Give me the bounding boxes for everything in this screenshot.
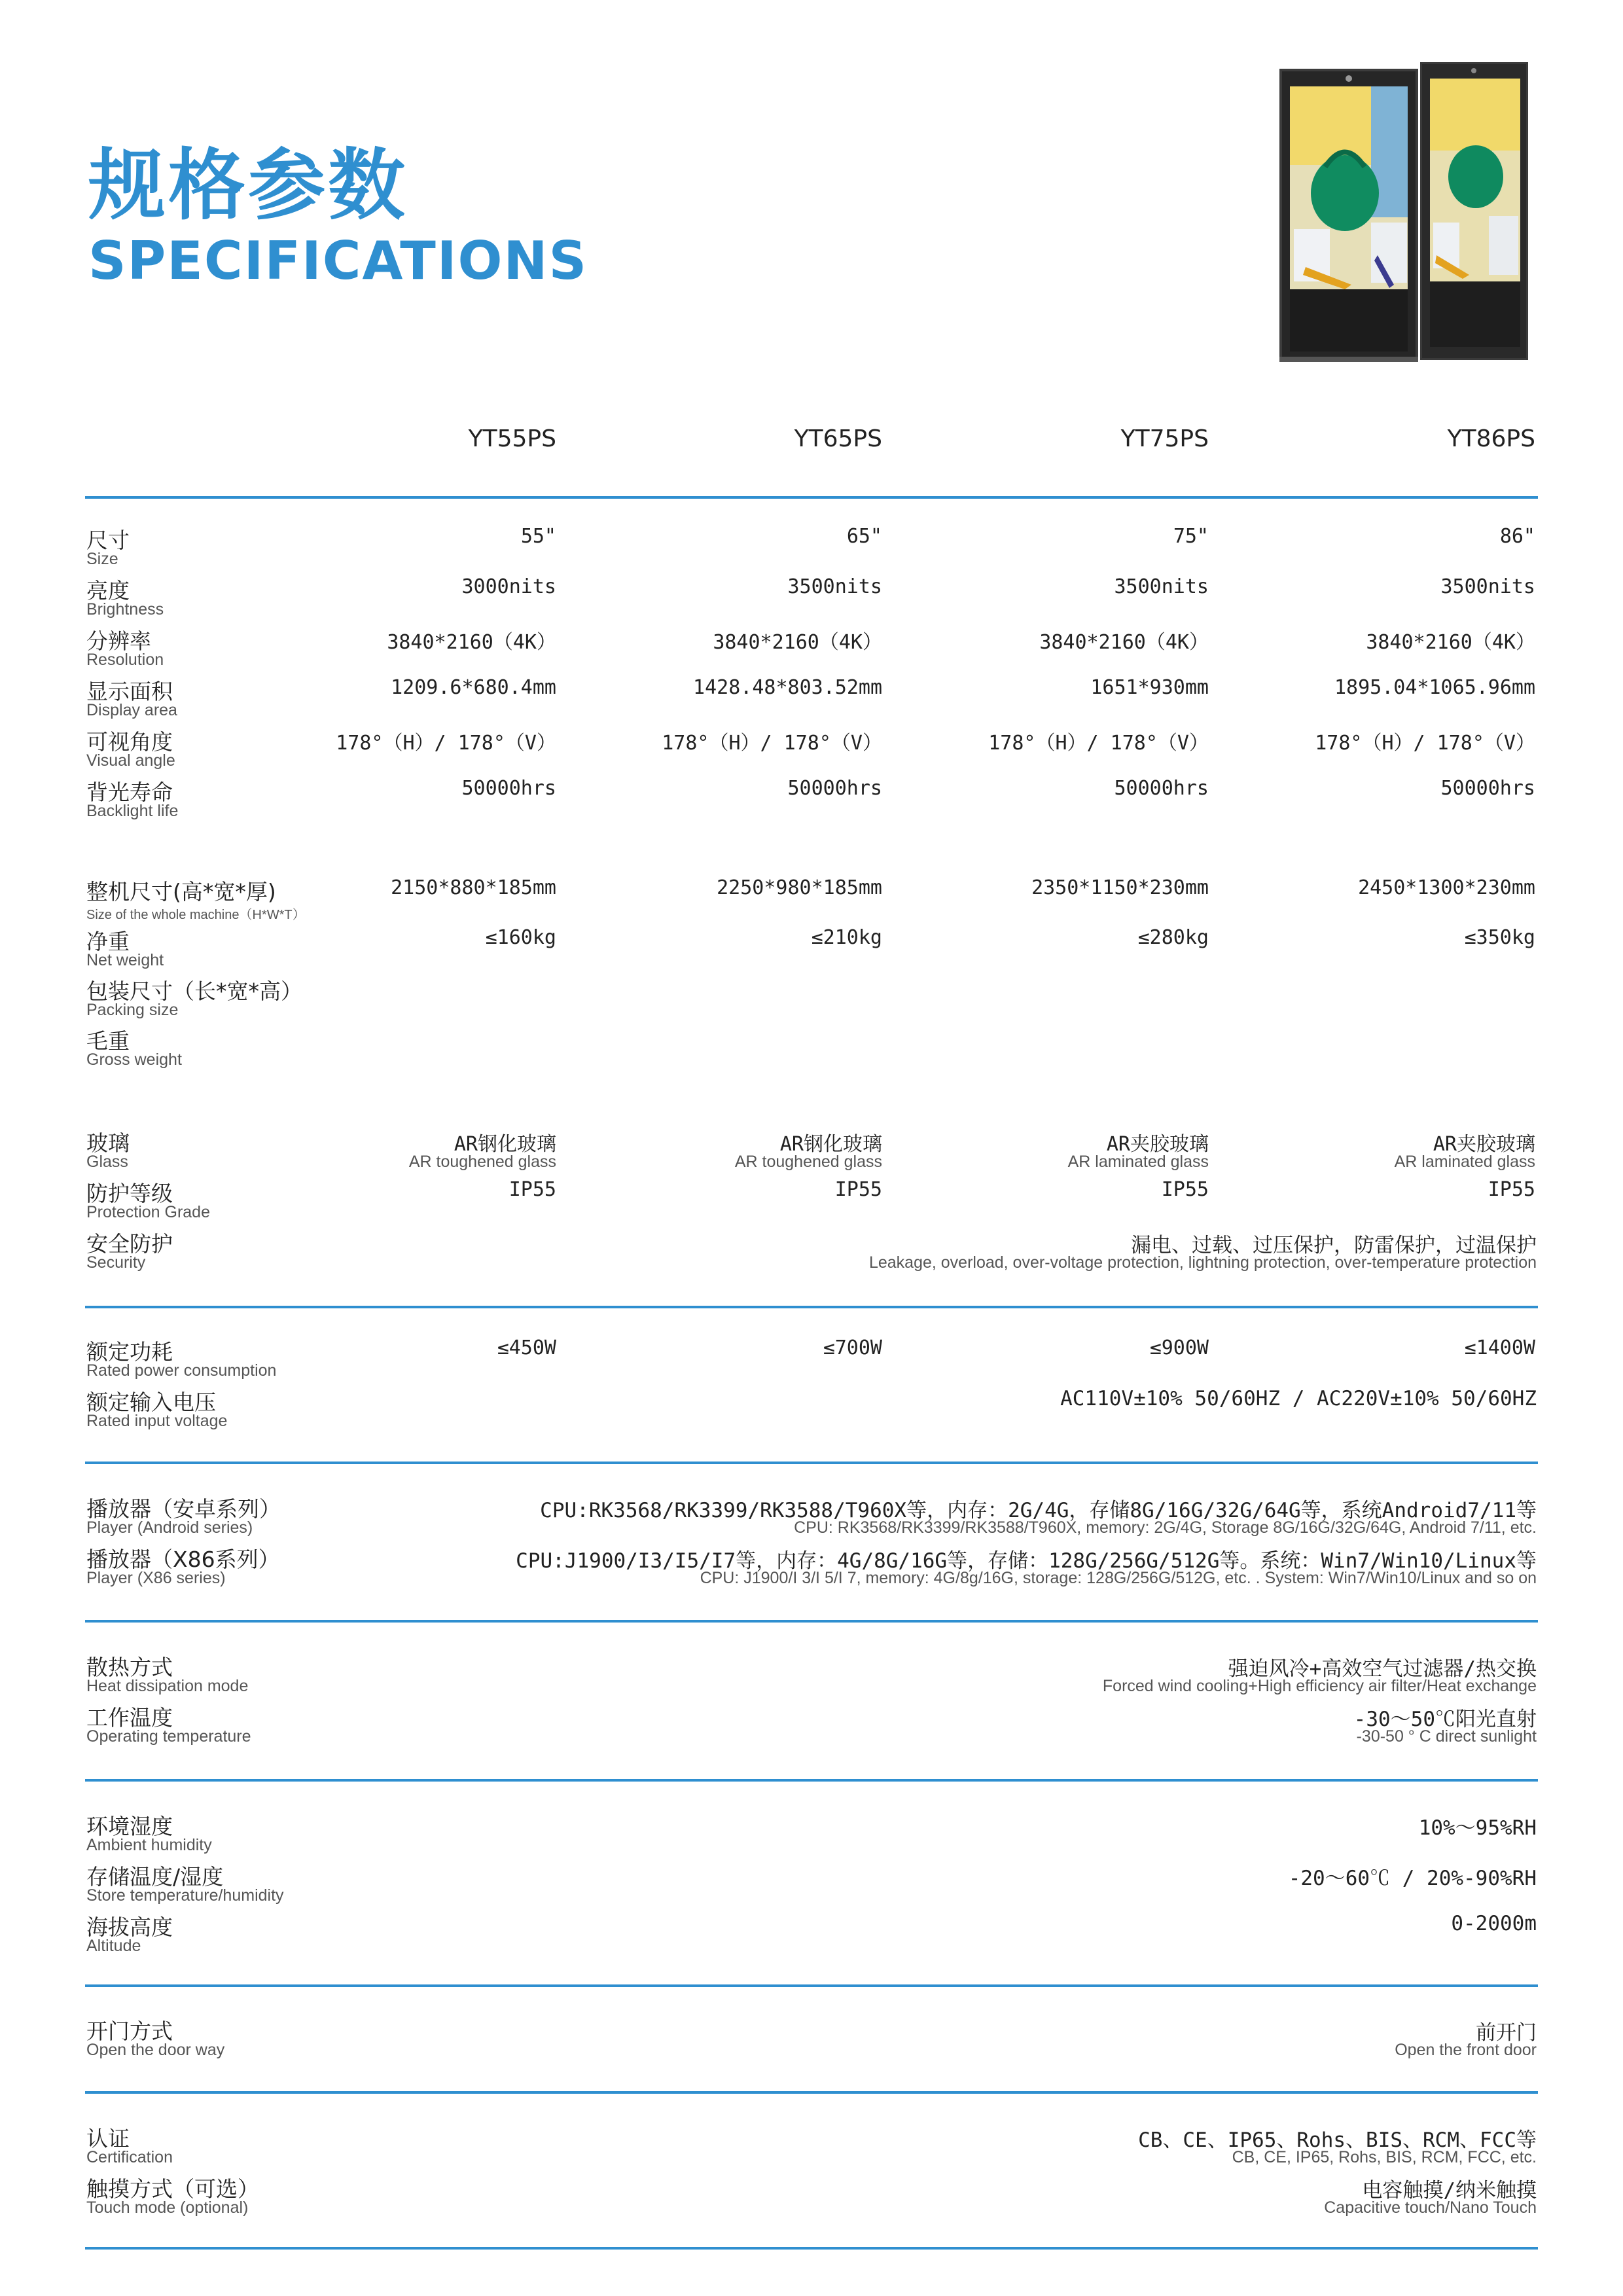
label-cn: 额定输入电压 <box>86 1390 216 1415</box>
label-en: Touch mode (optional) <box>86 2198 249 2217</box>
spec-row-net-weight <box>0 925 1623 971</box>
cert-value-en: CB, CE, IP65, Rohs, BIS, RCM, FCC, etc. <box>1232 2148 1537 2166</box>
label-cn: 播放器（X86系列） <box>86 1547 280 1572</box>
label-en: Rated input voltage <box>86 1412 228 1430</box>
label-cn: 认证 <box>86 2126 130 2151</box>
value-1: IP55 <box>508 1178 556 1201</box>
player-android-value-en: CPU: RK3568/RK3399/RK3588/T960X, memory: 2G/4G, Storage 8G/16G/32G/64G, Android 7/11, etc. <box>794 1518 1537 1537</box>
value-4: AR夹胶玻璃 <box>1433 1133 1535 1156</box>
label-en: Player (Android series) <box>86 1518 253 1537</box>
spec-row-humidity <box>0 1810 1623 1856</box>
label-cn: 尺寸 <box>86 528 130 553</box>
value-2: ≤210kg <box>811 926 882 949</box>
label-cn: 可视角度 <box>86 729 173 755</box>
label-cn: 显示面积 <box>86 679 173 704</box>
value-1: ≤160kg <box>485 926 556 949</box>
value-1: 178°（H）/ 178°（V） <box>336 732 556 755</box>
label-en: Operating temperature <box>86 1727 251 1746</box>
divider <box>85 2091 1538 2094</box>
value-2: 3500nits <box>787 575 882 598</box>
spec-row-visual-angle <box>0 725 1623 771</box>
value-en-3: AR laminated glass <box>1067 1153 1209 1171</box>
model-header-4: YT86PS <box>1447 425 1535 452</box>
label-cn: 毛重 <box>86 1028 130 1054</box>
label-cn: 散热方式 <box>86 1655 173 1680</box>
door-value-en: Open the front door <box>1395 2041 1537 2059</box>
value-2: 3840*2160（4K） <box>713 631 882 654</box>
value-1: 55" <box>520 525 556 548</box>
label-cn: 整机尺寸(高*宽*厚) <box>86 879 276 905</box>
label-cn: 海拔高度 <box>86 1914 173 1940</box>
value-2: 50000hrs <box>787 777 882 800</box>
label-en: Security <box>86 1253 146 1272</box>
value-4: IP55 <box>1488 1178 1535 1201</box>
label-cn: 包装尺寸（长*宽*高） <box>86 978 302 1004</box>
value-4: 3500nits <box>1440 575 1535 598</box>
divider <box>85 1306 1538 1308</box>
value-1: 3840*2160（4K） <box>387 631 556 654</box>
spec-row-backlight <box>0 776 1623 821</box>
player-android-value: CPU:RK3568/RK3399/RK3588/T960X等，内存：2G/4G，存储8G/16G/32G/64G等，系统Android7/11等 <box>540 1499 1537 1522</box>
label-en: Gross weight <box>86 1050 182 1069</box>
heat-value-en: Forced wind cooling+High efficiency air filter/Heat exchange <box>1102 1677 1537 1695</box>
label-en: Rated power consumption <box>86 1361 277 1380</box>
spec-row-power <box>0 1335 1623 1381</box>
cert-value: CB、CE、IP65、Rohs、BIS、RCM、FCC等 <box>1138 2128 1537 2152</box>
label-en: Protection Grade <box>86 1203 210 1221</box>
value-4: 178°（H）/ 178°（V） <box>1315 732 1535 755</box>
model-header-2: YT65PS <box>794 425 882 452</box>
label-cn: 触摸方式（可选） <box>86 2176 259 2202</box>
divider <box>85 1779 1538 1782</box>
value-4: 86" <box>1499 525 1535 548</box>
product-image <box>1279 59 1541 367</box>
label-en: Visual angle <box>86 751 175 770</box>
op-temp-value: -30～50℃阳光直射 <box>1353 1708 1537 1731</box>
value-3: ≤900W <box>1149 1336 1209 1359</box>
value-4: ≤1400W <box>1464 1336 1535 1359</box>
label-en: Backlight life <box>86 802 179 820</box>
label-en: Net weight <box>86 951 164 969</box>
label-cn: 环境湿度 <box>86 1814 173 1839</box>
value-en-1: AR toughened glass <box>408 1153 556 1171</box>
spec-row-glass <box>0 1126 1623 1172</box>
value-en-2: AR toughened glass <box>734 1153 882 1171</box>
touch-value: 电容触摸/纳米触摸 <box>1362 2179 1537 2202</box>
value-3: 3840*2160（4K） <box>1039 631 1209 654</box>
humidity-value: 10%～95%RH <box>1418 1816 1537 1840</box>
value-1: ≤450W <box>497 1336 556 1359</box>
value-4: ≤350kg <box>1464 926 1535 949</box>
spec-row-touch <box>0 2172 1623 2218</box>
spec-row-player-android <box>0 1492 1623 1538</box>
value-2: 2250*980*185mm <box>717 876 882 899</box>
value-2: 1428.48*803.52mm <box>693 676 882 699</box>
touch-value-en: Capacitive touch/Nano Touch <box>1324 2198 1537 2217</box>
label-en: Ambient humidity <box>86 1836 212 1854</box>
spec-row-machine-size <box>0 875 1623 921</box>
spec-row-player-x86 <box>0 1543 1623 1588</box>
label-cn: 额定功耗 <box>86 1339 173 1365</box>
security-value-en: Leakage, overload, over-voltage protection, lightning protection, over-temperature protection <box>868 1253 1537 1272</box>
label-en: Brightness <box>86 600 164 619</box>
spec-row-op-temp <box>0 1701 1623 1747</box>
spec-row-voltage <box>0 1386 1623 1431</box>
value-2: ≤700W <box>823 1336 882 1359</box>
value-3: 50000hrs <box>1114 777 1209 800</box>
label-cn: 开门方式 <box>86 2018 173 2044</box>
label-cn: 背光寿命 <box>86 780 173 805</box>
divider <box>85 1984 1538 1987</box>
spec-row-gross-weight <box>0 1024 1623 1070</box>
value-3: 2350*1150*230mm <box>1031 876 1209 899</box>
door-value: 前开门 <box>1476 2021 1537 2045</box>
label-cn: 播放器（安卓系列） <box>86 1496 281 1522</box>
altitude-value: 0-2000m <box>1451 1912 1537 1935</box>
player-x86-value-en: CPU: J1900/I 3/I 5/I 7, memory: 4G/8g/16G, storage: 128G/256G/512G, etc. . System: Win7/Win10/Linux and so on <box>700 1569 1537 1587</box>
value-3: IP55 <box>1161 1178 1209 1201</box>
label-en: Open the door way <box>86 2041 225 2059</box>
label-cn: 安全防护 <box>86 1231 173 1257</box>
label-cn: 净重 <box>86 929 130 954</box>
voltage-value: AC110V±10% 50/60HZ / AC220V±10% 50/60HZ <box>1060 1387 1537 1410</box>
spec-row-packing-size <box>0 975 1623 1020</box>
label-cn: 存储温度/湿度 <box>86 1864 224 1890</box>
value-2: AR钢化玻璃 <box>779 1133 882 1156</box>
store-value: -20～60℃ / 20%-90%RH <box>1288 1867 1537 1890</box>
value-3: 178°（H）/ 178°（V） <box>988 732 1209 755</box>
label-en: Altitude <box>86 1937 141 1955</box>
value-3: ≤280kg <box>1137 926 1209 949</box>
security-value: 漏电、过载、过压保护，防雷保护，过温保护 <box>1131 1234 1537 1257</box>
heat-value: 强迫风冷+高效空气过滤器/热交换 <box>1228 1657 1537 1681</box>
label-en: Glass <box>86 1153 128 1171</box>
label-cn: 工作温度 <box>86 1705 173 1731</box>
value-1: AR钢化玻璃 <box>454 1133 556 1156</box>
value-2: IP55 <box>834 1178 882 1201</box>
spec-row-cert <box>0 2122 1623 2168</box>
spec-row-brightness <box>0 574 1623 620</box>
value-3: 3500nits <box>1114 575 1209 598</box>
model-header-3: YT75PS <box>1120 425 1209 452</box>
player-x86-value: CPU:J1900/I3/I5/I7等，内存：4G/8G/16G等，存储：128G/256G/512G等。系统：Win7/Win10/Linux等 <box>516 1549 1537 1573</box>
value-3: 75" <box>1173 525 1209 548</box>
op-temp-value-en: -30-50 ° C direct sunlight <box>1356 1727 1537 1746</box>
value-4: 1895.04*1065.96mm <box>1334 676 1535 699</box>
spec-row-resolution <box>0 624 1623 670</box>
value-4: 2450*1300*230mm <box>1358 876 1535 899</box>
spec-row-door <box>0 2015 1623 2060</box>
spec-row-altitude <box>0 1910 1623 1956</box>
spec-row-store <box>0 1860 1623 1906</box>
page-title-en: SPECIFICATIONS <box>88 230 588 291</box>
label-en: Certification <box>86 2148 173 2166</box>
value-4: 50000hrs <box>1440 777 1535 800</box>
label-en: Store temperature/humidity <box>86 1886 284 1905</box>
label-en: Resolution <box>86 651 164 669</box>
divider <box>85 2247 1538 2250</box>
label-cn: 玻璃 <box>86 1130 130 1156</box>
value-en-4: AR laminated glass <box>1394 1153 1535 1171</box>
spec-row-protection <box>0 1177 1623 1223</box>
label-cn: 亮度 <box>86 578 130 603</box>
value-3: AR夹胶玻璃 <box>1106 1133 1209 1156</box>
value-1: 50000hrs <box>461 777 556 800</box>
value-1: 1209.6*680.4mm <box>391 676 556 699</box>
value-3: 1651*930mm <box>1090 676 1209 699</box>
label-en: Size of the whole machine（H*W*T） <box>86 908 306 922</box>
model-header-1: YT55PS <box>468 425 556 452</box>
value-2: 178°（H）/ 178°（V） <box>662 732 882 755</box>
divider <box>85 1462 1538 1464</box>
value-4: 3840*2160（4K） <box>1366 631 1535 654</box>
label-en: Size <box>86 550 118 568</box>
spec-row-security <box>0 1227 1623 1273</box>
label-en: Packing size <box>86 1001 179 1019</box>
label-en: Heat dissipation mode <box>86 1677 249 1695</box>
value-1: 3000nits <box>461 575 556 598</box>
spec-row-heat <box>0 1651 1623 1696</box>
page-title-cn: 规格参数 <box>88 140 408 230</box>
value-1: 2150*880*185mm <box>391 876 556 899</box>
spec-row-display-area <box>0 675 1623 721</box>
value-2: 65" <box>846 525 882 548</box>
divider <box>85 1620 1538 1623</box>
label-cn: 防护等级 <box>86 1181 173 1206</box>
label-en: Display area <box>86 701 177 719</box>
label-cn: 分辨率 <box>86 628 151 654</box>
spec-row-size <box>0 524 1623 569</box>
divider <box>85 496 1538 499</box>
label-en: Player (X86 series) <box>86 1569 226 1587</box>
